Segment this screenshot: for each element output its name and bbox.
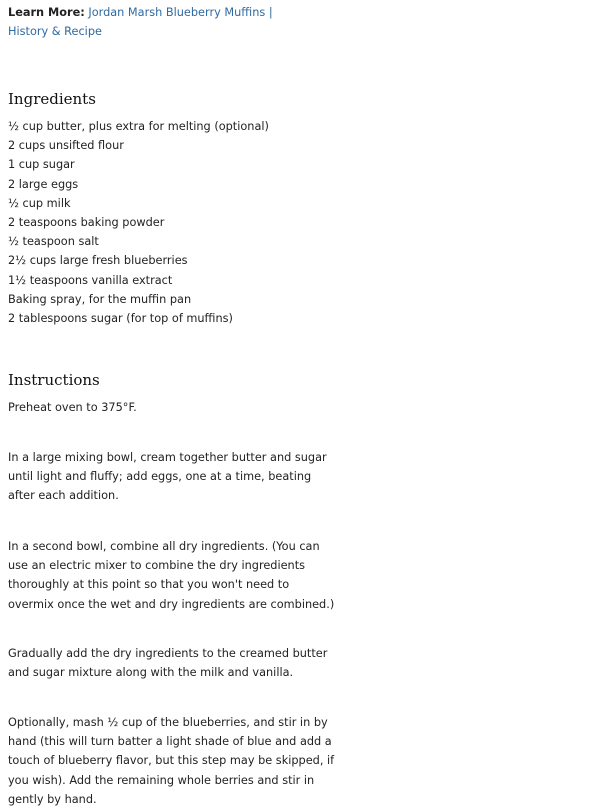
instruction-step: Gradually add the dry ingredients to the creamed butter and sugar mixture along with the milk and vanilla. bbox=[8, 647, 328, 680]
instruction-step: Preheat oven to 375°F. bbox=[8, 401, 137, 414]
ingredient-item: Baking spray, for the muffin pan bbox=[8, 292, 192, 306]
ingredient-item: 2 tablespoons sugar (for top of muffins) bbox=[8, 311, 233, 325]
instruction-step: In a second bowl, combine all dry ingredients. (You can use an electric mixer to combine the dry ingredients thoroughly at this point so that you won't need to overmix once the wet and dry ingredients are combined.) bbox=[8, 540, 335, 611]
ingredient-item: 2 cups unsifted flour bbox=[8, 139, 124, 153]
ingredient-item: 2 teaspoons baking powder bbox=[8, 215, 165, 229]
ingredient-item: ½ cup butter, plus extra for melting (optional) bbox=[8, 120, 269, 133]
recipe-history-link[interactable]: Jordan Marsh Blueberry Muffins | History & Recipe bbox=[8, 6, 273, 38]
ingredients-list bbox=[8, 117, 269, 328]
ingredients-heading: Ingredients bbox=[8, 90, 96, 108]
instruction-step: Optionally, mash ½ cup of the blueberries, and stir in by hand (this will turn batter a light shade of blue and add a touch of blueberry flavor, but this step may be skipped, if you wish). Add the remaining whole berries and stir in gently by hand. bbox=[8, 716, 335, 806]
learn-more-line bbox=[8, 3, 308, 41]
ingredient-item: 1 cup sugar bbox=[8, 158, 75, 172]
ingredient-item: 2 large eggs bbox=[8, 177, 79, 191]
ingredient-item: ½ teaspoon salt bbox=[8, 235, 99, 249]
instruction-step: In a large mixing bowl, cream together butter and sugar until light and fluffy; add eggs, one at a time, beating after each addition. bbox=[8, 451, 327, 503]
instructions-heading: Instructions bbox=[8, 371, 100, 389]
learn-more-label: Learn More: bbox=[8, 6, 85, 19]
ingredient-item: 1½ teaspoons vanilla extract bbox=[8, 273, 173, 287]
ingredient-item: 2½ cups large fresh blueberries bbox=[8, 254, 188, 268]
ingredient-item: ½ cup milk bbox=[8, 196, 71, 210]
